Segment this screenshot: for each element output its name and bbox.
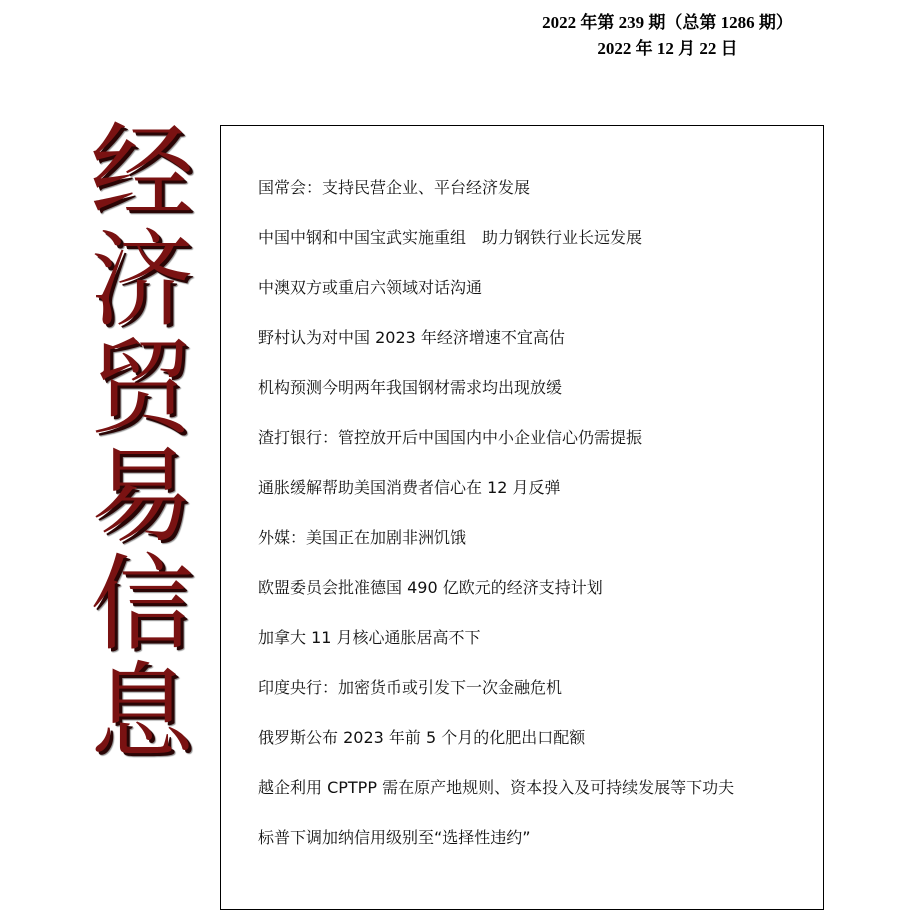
headline-item[interactable]: 国常会：支持民营企业、平台经济发展 [258, 178, 531, 197]
masthead-char: 息 [89, 651, 194, 773]
table-of-contents [220, 125, 824, 910]
headline-item[interactable]: 通胀缓解帮助美国消费者信心在 12 月反弹 [258, 478, 561, 497]
headline-list [258, 176, 813, 876]
headline-item[interactable]: 中澳双方或重启六领域对话沟通 [258, 278, 483, 297]
masthead-char: 信 [89, 543, 194, 665]
masthead-char: 济 [89, 219, 194, 341]
headline-item[interactable]: 标普下调加纳信用级别至“选择性违约” [258, 828, 531, 847]
headline-item[interactable]: 野村认为对中国 2023 年经济增速不宜高估 [258, 328, 565, 347]
headline-item[interactable]: 加拿大 11 月核心通胀居高不下 [258, 628, 481, 647]
headline-item[interactable]: 机构预测今明两年我国钢材需求均出现放缓 [258, 378, 563, 397]
issue-date: 2022 年 12 月 22 日 [597, 39, 738, 58]
headline-item[interactable]: 印度央行：加密货币或引发下一次金融危机 [258, 678, 563, 697]
headline-item[interactable]: 欧盟委员会批准德国 490 亿欧元的经济支持计划 [258, 578, 603, 597]
headline-item[interactable]: 俄罗斯公布 2023 年前 5 个月的化肥出口配额 [258, 728, 586, 747]
headline-item[interactable]: 外媒：美国正在加剧非洲饥饿 [258, 528, 467, 547]
masthead-char: 贸 [89, 327, 194, 449]
issue-number: 2022 年第 239 期（总第 1286 期） [542, 13, 793, 32]
masthead-char: 经 [89, 111, 194, 233]
headline-item[interactable]: 渣打银行：管控放开后中国国内中小企业信心仍需提振 [258, 428, 643, 447]
issue-header [470, 10, 865, 62]
headline-item[interactable]: 越企利用 CPTPP 需在原产地规则、资本投入及可持续发展等下功夫 [258, 778, 735, 797]
masthead-title [72, 111, 212, 773]
headline-item[interactable]: 中国中钢和中国宝武实施重组 助力钢铁行业长远发展 [258, 228, 643, 247]
masthead-char: 易 [89, 435, 194, 557]
